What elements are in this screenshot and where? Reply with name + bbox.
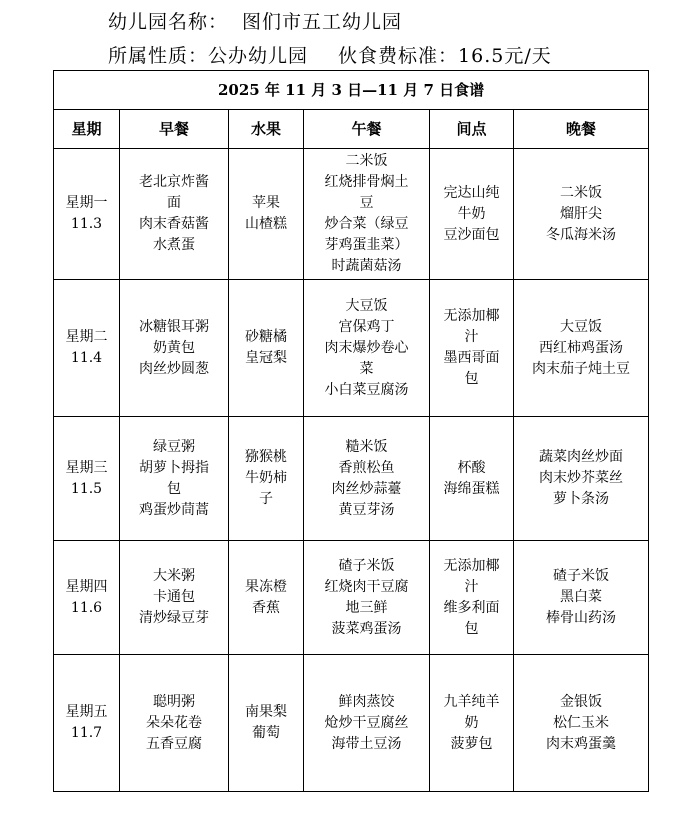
nature-value: 公办幼儿园 [208, 45, 309, 67]
snack-cell: 杯酸 海绵蛋糕 [430, 417, 514, 541]
column-header-dinner: 晚餐 [514, 110, 649, 149]
fee-value: 16.5元/天 [458, 45, 552, 67]
lunch-cell: 二米饭 红烧排骨焖土 豆 炒合菜（绿豆 芽鸡蛋韭菜） 时蔬菌菇汤 [304, 149, 430, 280]
snack-cell: 完达山纯 牛奶 豆沙面包 [430, 149, 514, 280]
dinner-cell: 金银饭 松仁玉米 肉末鸡蛋羹 [514, 655, 649, 792]
breakfast-cell: 冰糖银耳粥 奶黄包 肉丝炒圆葱 [120, 280, 229, 417]
column-header-day: 星期 [54, 110, 120, 149]
dinner-cell: 二米饭 熘肝尖 冬瓜海米汤 [514, 149, 649, 280]
breakfast-cell: 聪明粥 朵朵花卷 五香豆腐 [120, 655, 229, 792]
column-header-lunch: 午餐 [304, 110, 430, 149]
kindergarten-label: 幼儿园名称： [108, 11, 229, 33]
kindergarten-name-line [108, 7, 402, 34]
breakfast-cell: 大米粥 卡通包 清炒绿豆芽 [120, 541, 229, 655]
breakfast-cell: 绿豆粥 胡萝卜拇指 包 鸡蛋炒茼蒿 [120, 417, 229, 541]
day-cell: 星期二 11.4 [54, 280, 120, 417]
fruit-cell: 猕猴桃 牛奶柿 子 [229, 417, 304, 541]
fruit-cell: 砂糖橘 皇冠梨 [229, 280, 304, 417]
lunch-cell: 鲜肉蒸饺 炝炒干豆腐丝 海带土豆汤 [304, 655, 430, 792]
kindergarten-name: 图们市五工幼儿园 [242, 11, 403, 33]
column-header-breakfast: 早餐 [120, 110, 229, 149]
day-cell: 星期一 11.3 [54, 149, 120, 280]
lunch-cell: 糙米饭 香煎松鱼 肉丝炒蒜薹 黄豆芽汤 [304, 417, 430, 541]
breakfast-cell: 老北京炸酱 面 肉末香菇酱 水煮蛋 [120, 149, 229, 280]
column-header-snack: 间点 [430, 110, 514, 149]
fruit-cell: 果冻橙 香蕉 [229, 541, 304, 655]
day-cell: 星期三 11.5 [54, 417, 120, 541]
dinner-cell: 大豆饭 西红柿鸡蛋汤 肉末茄子炖土豆 [514, 280, 649, 417]
nature-label: 所属性质： [108, 45, 209, 67]
fruit-cell: 苹果 山楂糕 [229, 149, 304, 280]
day-cell: 星期四 11.6 [54, 541, 120, 655]
snack-cell: 无添加椰 汁 维多利面 包 [430, 541, 514, 655]
fruit-cell: 南果梨 葡萄 [229, 655, 304, 792]
dinner-cell: 碴子米饭 黑白菜 棒骨山药汤 [514, 541, 649, 655]
weekly-menu-table [53, 70, 649, 792]
fee-label: 伙食费标准： [338, 45, 459, 67]
nature-fee-line [108, 41, 552, 68]
snack-cell: 无添加椰 汁 墨西哥面 包 [430, 280, 514, 417]
day-cell: 星期五 11.7 [54, 655, 120, 792]
column-header-fruit: 水果 [229, 110, 304, 149]
lunch-cell: 大豆饭 宫保鸡丁 肉末爆炒卷心 菜 小白菜豆腐汤 [304, 280, 430, 417]
snack-cell: 九羊纯羊 奶 菠萝包 [430, 655, 514, 792]
menu-title: 2025 年 11 月 3 日—11 月 7 日食谱 [54, 71, 649, 110]
lunch-cell: 碴子米饭 红烧肉干豆腐 地三鲜 菠菜鸡蛋汤 [304, 541, 430, 655]
table-row [54, 655, 649, 792]
table-row [54, 280, 649, 417]
table-row [54, 541, 649, 655]
table-row [54, 417, 649, 541]
dinner-cell: 蔬菜肉丝炒面 肉末炒芥菜丝 萝卜条汤 [514, 417, 649, 541]
table-row [54, 149, 649, 280]
